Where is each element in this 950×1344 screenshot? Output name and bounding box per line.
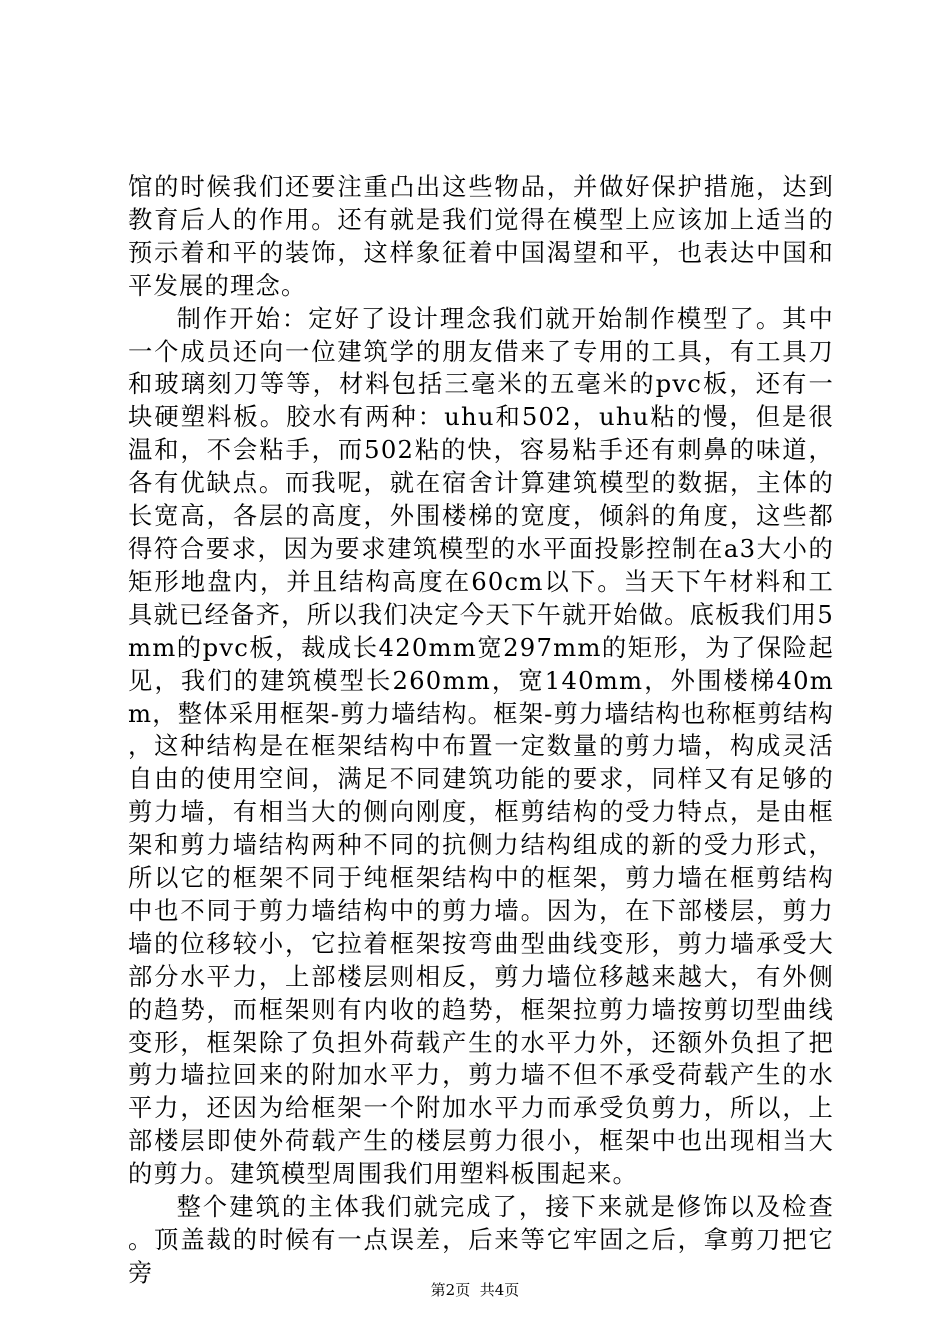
paragraph-continuation: 馆的时候我们还要注重凸出这些物品，并做好保护措施，达到教育后人的作用。还有就是我们觉得在模型上应该加上适当的预示着和平的装饰，这样象征着中国渴望和平，也表达中国和平发展的理念。: [128, 172, 834, 300]
body-text: [128, 171, 834, 1290]
paragraph-finishing: 整个建筑的主体我们就完成了，接下来就是修饰以及检查。顶盖裁的时候有一点误差，后来等它牢固之后，拿剪刀把它旁: [128, 1192, 834, 1287]
page-total: 共4页: [479, 1281, 520, 1299]
page-number: 第2页: [430, 1281, 471, 1299]
footer-separator: [470, 1281, 480, 1299]
paragraph-production-start: 制作开始：定好了设计理念我们就开始制作模型了。其中一个成员还向一位建筑学的朋友借来了专用的工具，有工具刀和玻璃刻刀等等，材料包括三毫米的五毫米的pvc板，还有一块硬塑料板。胶水有两种：uhu和502，uhu粘的慢，但是很温和，不会粘手，而502粘的快，容易粘手还有刺鼻的味道，各有优缺点。而我呢，就在宿舍计算建筑模型的数据，主体的长宽高，各层的高度，外围楼梯的宽度，倾斜的角度，这些都得符合要求，因为要求建筑模型的水平面投影控制在a3大小的矩形地盘内，并且结构高度在60cm以下。当天下午材料和工具就已经备齐，所以我们决定今天下午就开始做。底板我们用5mm的pvc板，裁成长420mm宽297mm的矩形，为了保险起见，我们的建筑模型长260mm，宽140mm，外围楼梯40mm，整体采用框架-剪力墙结构。框架-剪力墙结构也称框剪结构，这种结构是在框架结构中布置一定数量的剪力墙，构成灵活自由的使用空间，满足不同建筑功能的要求，同样又有足够的剪力墙，有相当大的侧向刚度，框剪结构的受力特点，是由框架和剪力墙结构两种不同的抗侧力结构组成的新的受力形式，所以它的框架不同于纯框架结构中的框架，剪力墙在框剪结构中也不同于剪力墙结构中的剪力墙。因为，在下部楼层，剪力墙的位移较小，它拉着框架按弯曲型曲线变形，剪力墙承受大部分水平力，上部楼层则相反，剪力墙位移越来越大，有外侧的趋势，而框架则有内收的趋势，框架拉剪力墙按剪切型曲线变形，框架除了负担外荷载产生的水平力外，还额外负担了把剪力墙拉回来的附加水平力，剪力墙不但不承受荷载产生的水平力，还因为给框架一个附加水平力而承受负剪力，所以，上部楼层即使外荷载产生的楼层剪力很小，框架中也出现相当大的剪力。建筑模型周围我们用塑料板围起来。: [128, 303, 834, 1189]
page-footer: [0, 1280, 950, 1300]
